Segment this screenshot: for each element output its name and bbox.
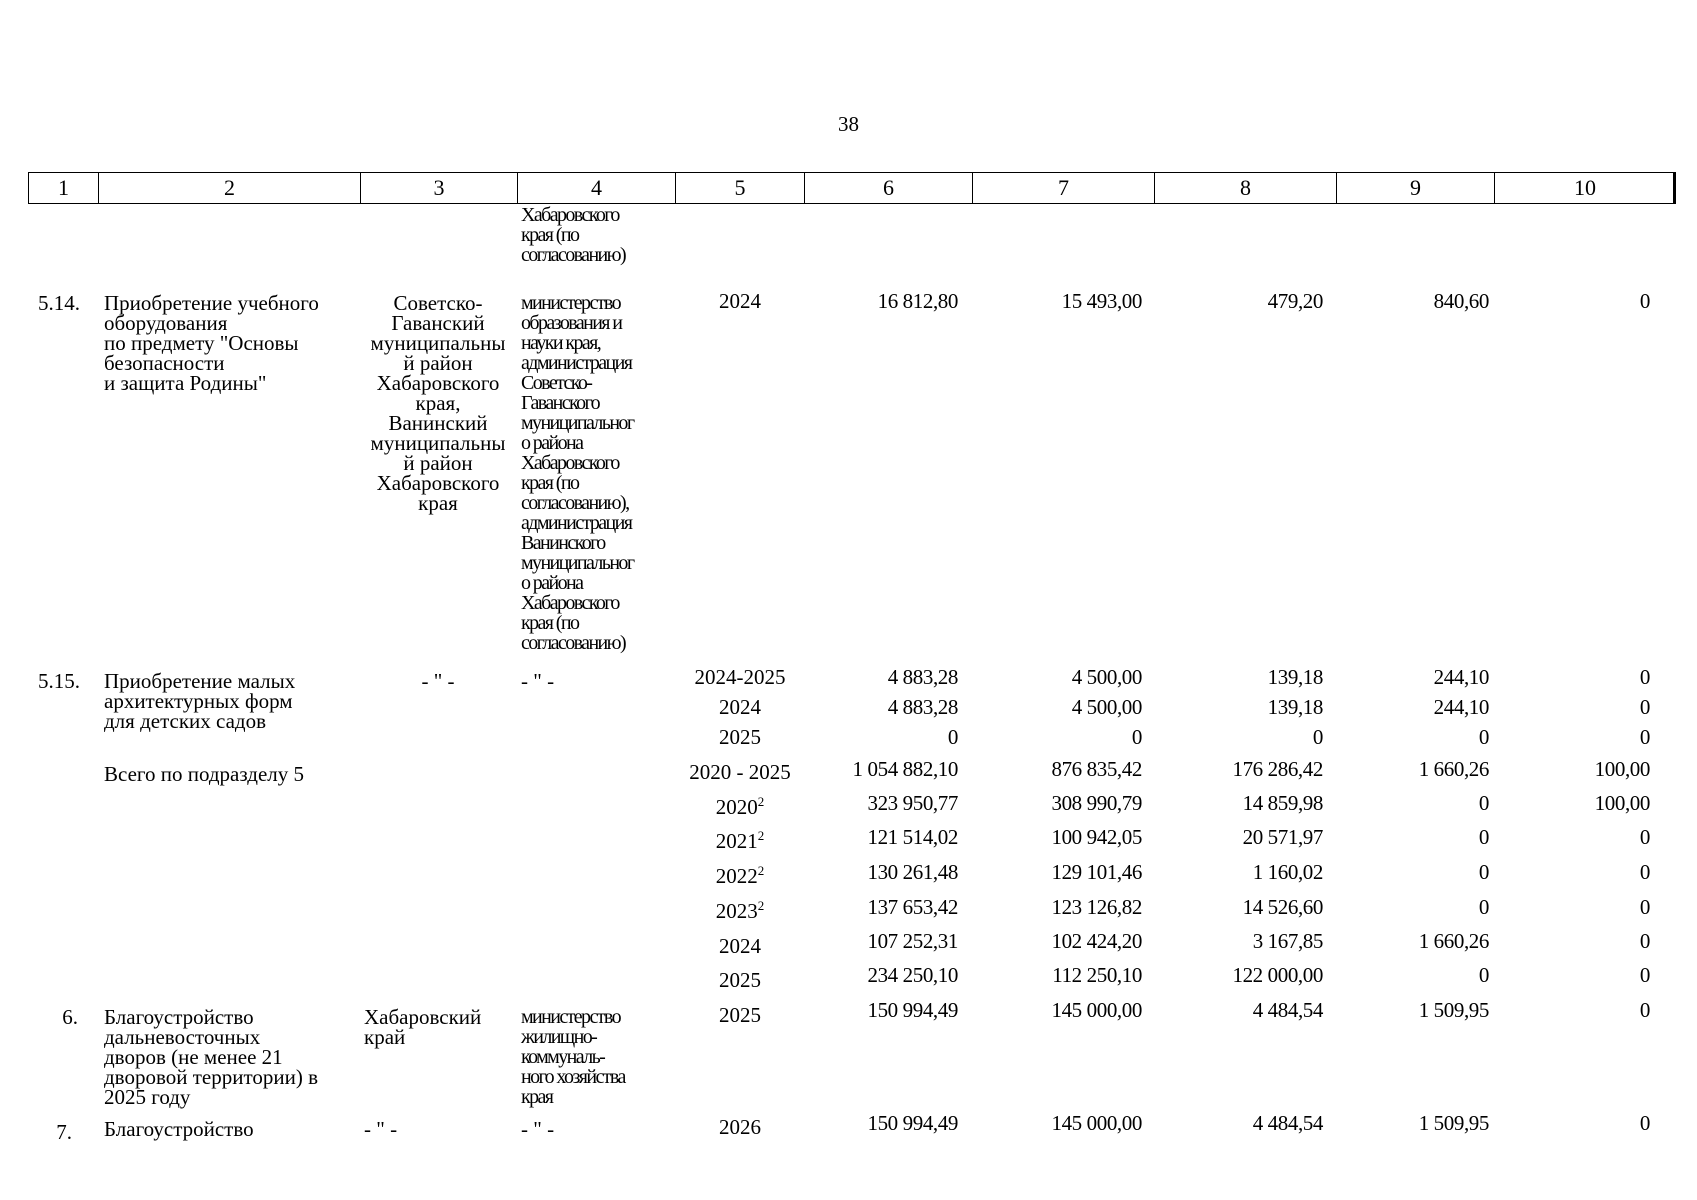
row-territory: - " - xyxy=(421,669,455,693)
cell-col-9: 0 xyxy=(1478,825,1489,849)
cell-col-9: 840,60 xyxy=(1433,289,1489,313)
header-col-3: 3 xyxy=(361,173,518,203)
header-col-5: 5 xyxy=(676,173,805,203)
cell-col-6: 150 994,49 xyxy=(867,998,958,1022)
cell-col-7: 308 990,79 xyxy=(1051,791,1142,815)
cell-col-7: 4 500,00 xyxy=(1071,695,1142,719)
row-year: 2025 xyxy=(719,725,761,749)
row-executor: министерство жилищно- коммуналь- ного хозяйства края xyxy=(521,1006,625,1108)
cell-col-6: 1 054 882,10 xyxy=(852,757,958,781)
table-header-row xyxy=(28,172,1674,204)
cell-col-8: 0 xyxy=(1312,725,1323,749)
cell-col-10: 0 xyxy=(1639,895,1650,919)
cell-col-10: 0 xyxy=(1639,860,1650,884)
cell-col-7: 100 942,05 xyxy=(1051,825,1142,849)
row-year: 2020 - 2025 xyxy=(689,760,791,784)
header-col-8: 8 xyxy=(1155,173,1337,203)
row-year: 2024-2025 xyxy=(694,665,786,689)
cell-col-9: 1 509,95 xyxy=(1418,1111,1489,1135)
cell-col-8: 14 859,98 xyxy=(1242,791,1323,815)
header-right-border xyxy=(1674,172,1676,204)
row-year: 2021$^2$ xyxy=(715,828,765,853)
cell-col-9: 0 xyxy=(1478,725,1489,749)
cell-col-9: 1 509,95 xyxy=(1418,998,1489,1022)
row-territory: Хабаровский край xyxy=(364,1005,482,1049)
row-territory: - " - xyxy=(364,1117,398,1141)
cell-col-8: 14 526,60 xyxy=(1242,895,1323,919)
cell-col-8: 139,18 xyxy=(1267,665,1323,689)
cell-col-6: 0 xyxy=(947,725,958,749)
row-year: 2020$^2$ xyxy=(715,794,765,819)
cell-col-9: 244,10 xyxy=(1433,665,1489,689)
cell-col-7: 145 000,00 xyxy=(1051,998,1142,1022)
cell-col-10: 0 xyxy=(1639,929,1650,953)
cell-col-9: 1 660,26 xyxy=(1418,929,1489,953)
header-col-7: 7 xyxy=(973,173,1155,203)
cell-col-9: 0 xyxy=(1478,860,1489,884)
row-name: Благоустройство дальневосточных дворов (не менее 21 дворовой территории) в 2025 году xyxy=(104,1005,318,1109)
row-year: 2023$^2$ xyxy=(715,898,765,923)
cell-col-9: 0 xyxy=(1478,791,1489,815)
cell-col-8: 122 000,00 xyxy=(1232,963,1323,987)
cell-col-7: 112 250,10 xyxy=(1052,963,1142,987)
cell-col-7: 123 126,82 xyxy=(1051,895,1142,919)
row-number: 6. xyxy=(62,1005,78,1029)
row-number: 5.14. xyxy=(38,291,80,315)
cell-col-6: 16 812,80 xyxy=(877,289,958,313)
row-name: Благоустройство xyxy=(104,1117,254,1141)
row-name: Приобретение учебного оборудования по предмету "Основы безопасности и защита Родины" xyxy=(104,291,319,395)
cell-col-10: 100,00 xyxy=(1594,791,1650,815)
row-name: Приобретение малых архитектурных форм для детских садов xyxy=(104,669,296,733)
row-year: 2025 xyxy=(719,968,761,992)
cell-col-10: 0 xyxy=(1639,998,1650,1022)
cell-col-10: 0 xyxy=(1639,725,1650,749)
total-label: Всего по подразделу 5 xyxy=(104,762,305,786)
cell-col-8: 176 286,42 xyxy=(1232,757,1323,781)
row-year: 2024 xyxy=(719,934,761,958)
cell-col-10: 0 xyxy=(1639,665,1650,689)
cell-col-7: 129 101,46 xyxy=(1051,860,1142,884)
row-year: 2025 xyxy=(719,1003,761,1027)
cell-col-10: 0 xyxy=(1639,1111,1650,1135)
header-col-10: 10 xyxy=(1574,175,1596,200)
cell-col-8: 1 160,02 xyxy=(1252,860,1323,884)
cell-col-6: 4 883,28 xyxy=(887,695,958,719)
cell-col-6: 4 883,28 xyxy=(887,665,958,689)
header-col-2: 2 xyxy=(99,173,361,203)
header-col-4: 4 xyxy=(518,173,676,203)
row-executor: - " - xyxy=(521,1117,555,1141)
cell-col-7: 102 424,20 xyxy=(1051,929,1142,953)
row-year: 2024 xyxy=(719,695,761,719)
row-number: 7. xyxy=(56,1120,72,1144)
cell-col-7: 4 500,00 xyxy=(1071,665,1142,689)
cell-col-6: 323 950,77 xyxy=(867,791,958,815)
cell-col-10: 0 xyxy=(1639,963,1650,987)
carry-over-executor: Хабаровского края (по согласованию) xyxy=(521,204,626,266)
cell-col-8: 139,18 xyxy=(1267,695,1323,719)
cell-col-6: 137 653,42 xyxy=(867,895,958,919)
cell-col-10: 0 xyxy=(1639,825,1650,849)
cell-col-6: 121 514,02 xyxy=(867,825,958,849)
header-col-9: 9 xyxy=(1337,173,1495,203)
cell-col-9: 0 xyxy=(1478,895,1489,919)
cell-col-6: 107 252,31 xyxy=(867,929,958,953)
cell-col-6: 234 250,10 xyxy=(867,963,958,987)
cell-col-7: 145 000,00 xyxy=(1051,1111,1142,1135)
cell-col-7: 15 493,00 xyxy=(1061,289,1142,313)
cell-col-8: 479,20 xyxy=(1267,289,1323,313)
row-executor: министерство образования и науки края, администрация Советско- Гаванского муниципальног о района Хабаровского края (по согласованию), администрация Ванинского муниципальног о района Хабаровского края (по согласованию) xyxy=(521,292,634,654)
row-number: 5.15. xyxy=(38,669,80,693)
row-executor: - " - xyxy=(521,669,555,693)
cell-col-10: 100,00 xyxy=(1594,757,1650,781)
cell-col-9: 244,10 xyxy=(1433,695,1489,719)
cell-col-6: 130 261,48 xyxy=(867,860,958,884)
cell-col-7: 0 xyxy=(1131,725,1142,749)
row-territory: Советско- Гаванский муниципальны й район Хабаровского края, Ванинский муниципальны й район Хабаровского края xyxy=(370,291,506,515)
cell-col-9: 1 660,26 xyxy=(1418,757,1489,781)
cell-col-8: 4 484,54 xyxy=(1252,998,1323,1022)
cell-col-8: 3 167,85 xyxy=(1252,929,1323,953)
row-year: 2024 xyxy=(719,289,761,313)
page-number: 38 xyxy=(838,112,859,136)
cell-col-10: 0 xyxy=(1639,695,1650,719)
row-year: 2022$^2$ xyxy=(715,863,765,888)
cell-col-8: 20 571,97 xyxy=(1242,825,1323,849)
cell-col-10: 0 xyxy=(1639,289,1650,313)
cell-col-8: 4 484,54 xyxy=(1252,1111,1323,1135)
row-year: 2026 xyxy=(719,1115,761,1139)
header-col-6: 6 xyxy=(805,173,973,203)
cell-col-6: 150 994,49 xyxy=(867,1111,958,1135)
cell-col-7: 876 835,42 xyxy=(1051,757,1142,781)
header-col-1: 1 xyxy=(29,173,99,203)
cell-col-9: 0 xyxy=(1478,963,1489,987)
